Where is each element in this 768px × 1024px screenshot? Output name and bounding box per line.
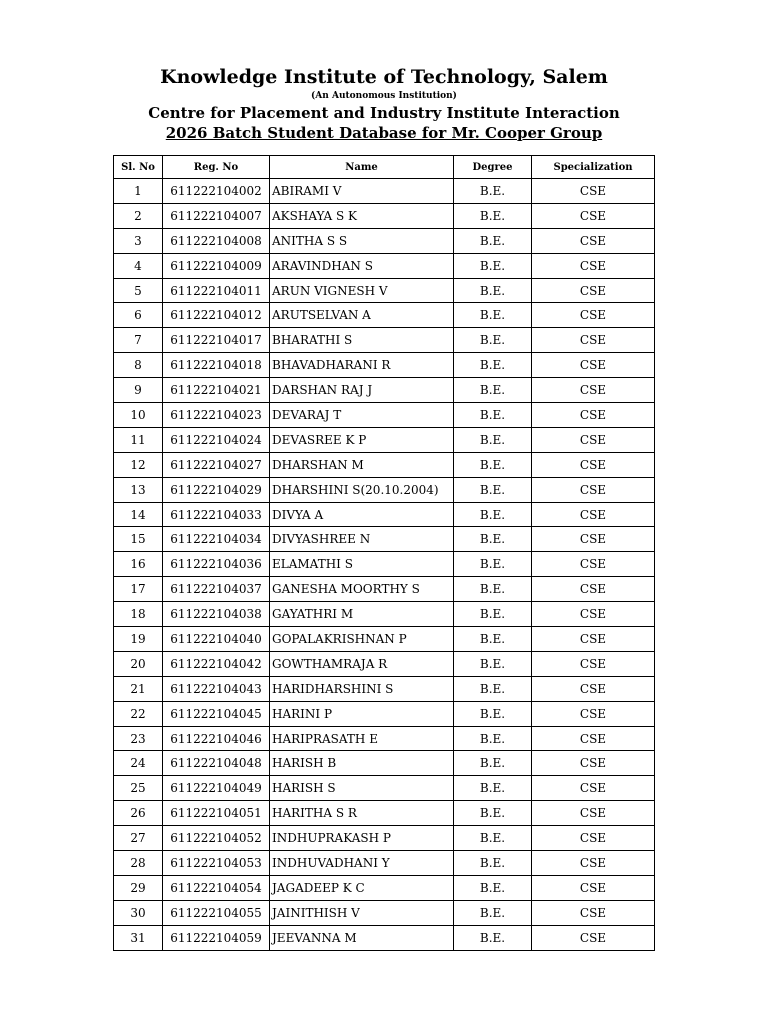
table-row (114, 502, 655, 527)
cell-sl-no: 12 (114, 452, 163, 477)
cell-name: DARSHAN RAJ J (270, 378, 454, 403)
cell-sl-no: 20 (114, 651, 163, 676)
cell-reg-no: 611222104051 (163, 801, 270, 826)
cell-degree: B.E. (454, 776, 532, 801)
table-row (114, 627, 655, 652)
cell-specialization: CSE (532, 452, 655, 477)
cell-degree: B.E. (454, 552, 532, 577)
cell-reg-no: 611222104024 (163, 427, 270, 452)
cell-reg-no: 611222104023 (163, 403, 270, 428)
cell-degree: B.E. (454, 179, 532, 204)
table-row (114, 477, 655, 502)
table-row (114, 452, 655, 477)
cell-degree: B.E. (454, 826, 532, 851)
cell-degree: B.E. (454, 477, 532, 502)
cell-name: HARITHA S R (270, 801, 454, 826)
cell-degree: B.E. (454, 627, 532, 652)
cell-sl-no: 3 (114, 228, 163, 253)
cell-reg-no: 611222104027 (163, 452, 270, 477)
cell-name: HARISH S (270, 776, 454, 801)
table-row (114, 427, 655, 452)
cell-specialization: CSE (532, 403, 655, 428)
table-row (114, 303, 655, 328)
cell-degree: B.E. (454, 851, 532, 876)
cell-name: GOPALAKRISHNAN P (270, 627, 454, 652)
cell-reg-no: 611222104037 (163, 577, 270, 602)
cell-reg-no: 611222104040 (163, 627, 270, 652)
cell-reg-no: 611222104009 (163, 253, 270, 278)
cell-specialization: CSE (532, 651, 655, 676)
cell-sl-no: 10 (114, 403, 163, 428)
cell-specialization: CSE (532, 801, 655, 826)
cell-degree: B.E. (454, 875, 532, 900)
table-row (114, 851, 655, 876)
cell-sl-no: 4 (114, 253, 163, 278)
table-row (114, 751, 655, 776)
cell-degree: B.E. (454, 228, 532, 253)
cell-sl-no: 9 (114, 378, 163, 403)
cell-reg-no: 611222104042 (163, 651, 270, 676)
cell-specialization: CSE (532, 328, 655, 353)
cell-degree: B.E. (454, 577, 532, 602)
autonomous-subtitle: (An Autonomous Institution) (311, 91, 457, 101)
cell-reg-no: 611222104017 (163, 328, 270, 353)
cell-reg-no: 611222104043 (163, 676, 270, 701)
cell-sl-no: 23 (114, 726, 163, 751)
cell-specialization: CSE (532, 253, 655, 278)
cell-name: GOWTHAMRAJA R (270, 651, 454, 676)
cell-sl-no: 21 (114, 676, 163, 701)
cell-reg-no: 611222104049 (163, 776, 270, 801)
cell-sl-no: 26 (114, 801, 163, 826)
cell-specialization: CSE (532, 527, 655, 552)
cell-degree: B.E. (454, 527, 532, 552)
cell-name: ELAMATHI S (270, 552, 454, 577)
cell-specialization: CSE (532, 627, 655, 652)
cell-name: ARUTSELVAN A (270, 303, 454, 328)
table-row (114, 228, 655, 253)
cell-name: DEVASREE K P (270, 427, 454, 452)
cell-name: HARISH B (270, 751, 454, 776)
cell-degree: B.E. (454, 502, 532, 527)
cell-specialization: CSE (532, 577, 655, 602)
cell-sl-no: 13 (114, 477, 163, 502)
cell-name: DIVYASHREE N (270, 527, 454, 552)
cell-name: BHARATHI S (270, 328, 454, 353)
table-row (114, 527, 655, 552)
table-row (114, 203, 655, 228)
cell-reg-no: 611222104048 (163, 751, 270, 776)
cell-specialization: CSE (532, 179, 655, 204)
col-header-name: Name (270, 156, 454, 179)
cell-specialization: CSE (532, 427, 655, 452)
cell-reg-no: 611222104036 (163, 552, 270, 577)
col-header-reg-no: Reg. No (163, 156, 270, 179)
col-header-degree: Degree (454, 156, 532, 179)
table-row (114, 353, 655, 378)
cell-sl-no: 2 (114, 203, 163, 228)
cell-specialization: CSE (532, 701, 655, 726)
table-row (114, 875, 655, 900)
cell-specialization: CSE (532, 378, 655, 403)
cell-reg-no: 611222104033 (163, 502, 270, 527)
table-header-row (114, 156, 655, 179)
table-row (114, 577, 655, 602)
cell-degree: B.E. (454, 427, 532, 452)
cell-degree: B.E. (454, 452, 532, 477)
cell-sl-no: 25 (114, 776, 163, 801)
cell-specialization: CSE (532, 726, 655, 751)
cell-sl-no: 22 (114, 701, 163, 726)
col-header-sl-no: Sl. No (114, 156, 163, 179)
table-row (114, 328, 655, 353)
cell-degree: B.E. (454, 925, 532, 950)
cell-sl-no: 31 (114, 925, 163, 950)
cell-name: INDHUPRAKASH P (270, 826, 454, 851)
cell-sl-no: 8 (114, 353, 163, 378)
cell-specialization: CSE (532, 228, 655, 253)
cell-sl-no: 6 (114, 303, 163, 328)
cell-specialization: CSE (532, 776, 655, 801)
cell-degree: B.E. (454, 378, 532, 403)
cell-name: ANITHA S S (270, 228, 454, 253)
cell-specialization: CSE (532, 676, 655, 701)
cell-sl-no: 27 (114, 826, 163, 851)
cell-sl-no: 14 (114, 502, 163, 527)
cell-reg-no: 611222104053 (163, 851, 270, 876)
cell-specialization: CSE (532, 502, 655, 527)
cell-sl-no: 16 (114, 552, 163, 577)
cell-name: HARIPRASATH E (270, 726, 454, 751)
cell-name: GANESHA MOORTHY S (270, 577, 454, 602)
table-row (114, 925, 655, 950)
col-header-specialization: Specialization (532, 156, 655, 179)
database-title: 2026 Batch Student Database for Mr. Cooper Group (165, 124, 603, 142)
cell-degree: B.E. (454, 253, 532, 278)
cell-reg-no: 611222104046 (163, 726, 270, 751)
cell-degree: B.E. (454, 203, 532, 228)
cell-name: HARINI P (270, 701, 454, 726)
student-table (113, 155, 655, 951)
cell-degree: B.E. (454, 751, 532, 776)
cell-specialization: CSE (532, 826, 655, 851)
cell-degree: B.E. (454, 328, 532, 353)
centre-title: Centre for Placement and Industry Institute Interaction (148, 104, 620, 122)
table-row (114, 726, 655, 751)
cell-sl-no: 30 (114, 900, 163, 925)
cell-reg-no: 611222104052 (163, 826, 270, 851)
table-row (114, 552, 655, 577)
cell-sl-no: 5 (114, 278, 163, 303)
table-row (114, 253, 655, 278)
cell-specialization: CSE (532, 900, 655, 925)
cell-degree: B.E. (454, 801, 532, 826)
table-row (114, 651, 655, 676)
cell-reg-no: 611222104054 (163, 875, 270, 900)
cell-reg-no: 611222104021 (163, 378, 270, 403)
cell-sl-no: 24 (114, 751, 163, 776)
cell-specialization: CSE (532, 552, 655, 577)
cell-reg-no: 611222104011 (163, 278, 270, 303)
table-row (114, 776, 655, 801)
cell-reg-no: 611222104029 (163, 477, 270, 502)
cell-specialization: CSE (532, 875, 655, 900)
cell-name: DIVYA A (270, 502, 454, 527)
cell-reg-no: 611222104059 (163, 925, 270, 950)
cell-sl-no: 17 (114, 577, 163, 602)
cell-degree: B.E. (454, 602, 532, 627)
cell-name: ABIRAMI V (270, 179, 454, 204)
table-row (114, 278, 655, 303)
table-row (114, 403, 655, 428)
cell-name: HARIDHARSHINI S (270, 676, 454, 701)
table-row (114, 801, 655, 826)
cell-sl-no: 11 (114, 427, 163, 452)
cell-specialization: CSE (532, 602, 655, 627)
cell-reg-no: 611222104002 (163, 179, 270, 204)
cell-sl-no: 1 (114, 179, 163, 204)
cell-specialization: CSE (532, 925, 655, 950)
cell-reg-no: 611222104055 (163, 900, 270, 925)
table-row (114, 900, 655, 925)
cell-name: GAYATHRI M (270, 602, 454, 627)
cell-sl-no: 19 (114, 627, 163, 652)
cell-reg-no: 611222104045 (163, 701, 270, 726)
cell-degree: B.E. (454, 900, 532, 925)
cell-degree: B.E. (454, 726, 532, 751)
table-row (114, 676, 655, 701)
cell-name: ARAVINDHAN S (270, 253, 454, 278)
cell-sl-no: 28 (114, 851, 163, 876)
cell-name: BHAVADHARANI R (270, 353, 454, 378)
cell-degree: B.E. (454, 676, 532, 701)
cell-specialization: CSE (532, 851, 655, 876)
cell-name: AKSHAYA S K (270, 203, 454, 228)
cell-name: ARUN VIGNESH V (270, 278, 454, 303)
institute-title: Knowledge Institute of Technology, Salem (160, 66, 608, 88)
cell-degree: B.E. (454, 701, 532, 726)
cell-reg-no: 611222104012 (163, 303, 270, 328)
cell-reg-no: 611222104008 (163, 228, 270, 253)
cell-sl-no: 18 (114, 602, 163, 627)
cell-reg-no: 611222104038 (163, 602, 270, 627)
cell-specialization: CSE (532, 751, 655, 776)
cell-specialization: CSE (532, 203, 655, 228)
cell-name: JEEVANNA M (270, 925, 454, 950)
table-row (114, 701, 655, 726)
cell-specialization: CSE (532, 278, 655, 303)
cell-name: JAGADEEP K C (270, 875, 454, 900)
cell-sl-no: 29 (114, 875, 163, 900)
cell-sl-no: 15 (114, 527, 163, 552)
cell-specialization: CSE (532, 353, 655, 378)
cell-degree: B.E. (454, 403, 532, 428)
cell-reg-no: 611222104034 (163, 527, 270, 552)
cell-specialization: CSE (532, 477, 655, 502)
cell-degree: B.E. (454, 278, 532, 303)
cell-degree: B.E. (454, 303, 532, 328)
cell-sl-no: 7 (114, 328, 163, 353)
cell-name: DEVARAJ T (270, 403, 454, 428)
cell-name: JAINITHISH V (270, 900, 454, 925)
table-row (114, 179, 655, 204)
table-row (114, 378, 655, 403)
cell-specialization: CSE (532, 303, 655, 328)
cell-reg-no: 611222104018 (163, 353, 270, 378)
cell-degree: B.E. (454, 651, 532, 676)
cell-name: DHARSHINI S(20.10.2004) (270, 477, 454, 502)
cell-degree: B.E. (454, 353, 532, 378)
table-row (114, 602, 655, 627)
cell-name: DHARSHAN M (270, 452, 454, 477)
table-row (114, 826, 655, 851)
cell-reg-no: 611222104007 (163, 203, 270, 228)
cell-name: INDHUVADHANI Y (270, 851, 454, 876)
